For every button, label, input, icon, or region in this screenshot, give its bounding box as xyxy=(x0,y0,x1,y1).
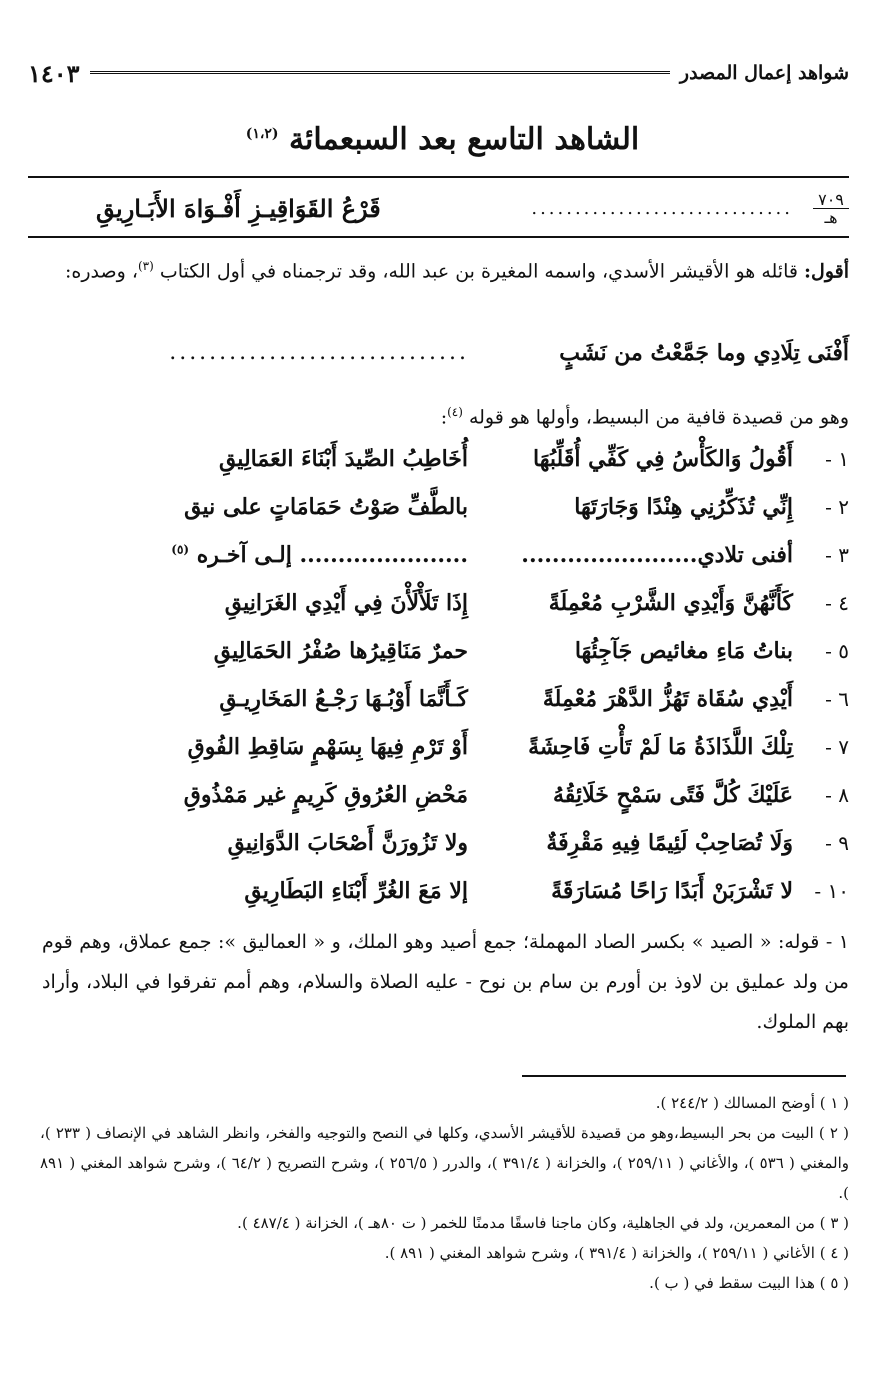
poem-line xyxy=(100,675,849,723)
poem-line-number: ٤ - xyxy=(825,591,849,615)
witness-verse-head xyxy=(28,186,849,230)
poem-first-hemistich: أَيْدِي سُقَاة تَهُزُّ الدَّهْرَ مُعْمِلَةً xyxy=(542,686,793,712)
witness-number xyxy=(813,191,849,226)
poem-first-hemistich: عَلَيْكَ كُلَّ فَتًى سَمْحٍ خَلَائِقُهُ xyxy=(553,782,793,808)
poem-second-hemistich: بالطَّفِّ صَوْتُ حَمَامَاتٍ على نيق xyxy=(184,494,468,520)
verse-head-rule xyxy=(28,236,849,238)
footnote-rule xyxy=(522,1075,846,1077)
poem-line-number: ٣ - xyxy=(825,543,849,567)
poem-second-hemistich: أُخَاطِبُ الصِّيدَ أَبْنَاءَ العَمَالِيقِ xyxy=(218,446,468,472)
poem-second-hemistich: إِذَا تَلَأْلَأْنَ فِي أَيْدِي الغَرَانِيقِ xyxy=(224,590,468,616)
poem-first-hemistich: تِلْكَ اللَّذَاذَةُ مَا لَمْ تَأْتِ فَاحِشَةً xyxy=(528,734,793,760)
witness-number-value: ٧٠٩ xyxy=(818,189,844,209)
poem-first-hemistich: بناتُ مَاءِ مغائيص جَآجِئُهَا xyxy=(574,638,793,664)
poem-intro-text: وهو من قصيدة قافية من البسيط، وأولها هو قوله xyxy=(462,406,849,429)
header-rule xyxy=(90,71,670,76)
witness-dots: .............................. xyxy=(531,197,793,219)
running-header xyxy=(28,58,849,88)
intro-note: (٣) xyxy=(137,259,154,273)
footnote: ( ٢ ) البيت من بحر البسيط،وهو من قصيدة للأقيشر الأسدي، وكلها في النصح والتوجيه والفخر، وانظر الشاهد في الإنصاف ( ٢٣٣ )، والمغني ( ٥٣٦ )، والأغاني ( ٢٥٩/١١ )، والخزانة ( ٣٩١/٤ )، والدرر ( ٢٥٦/٥ )، وشرح التصريح ( ٦٤/٢ )، وشرح شواهد المغني ( ٨٩١ ). xyxy=(40,1124,849,1202)
poem-second-hemistich xyxy=(100,542,468,568)
poem-intro-note: (٤) xyxy=(447,405,463,419)
poem-line-number: ١٠ - xyxy=(814,879,849,903)
page-number: ١٤٠٣ xyxy=(28,58,80,88)
poem-line xyxy=(100,483,849,531)
poem-line-note: (٥) xyxy=(171,542,190,557)
sadr-dots: .............................. xyxy=(169,340,469,365)
poem-line xyxy=(100,819,849,867)
poem-second-hemistich: كَـأَنَّمَا أَوْبُـهَا رَجْـعُ المَخَارِيـقِ xyxy=(219,686,468,712)
poem-line-number: ١ - xyxy=(825,447,849,471)
intro-text: قائله هو الأقيشر الأسدي، واسمه المغيرة بن عبد الله، وقد ترجمناه في أول الكتاب xyxy=(153,260,804,283)
poem-line xyxy=(100,867,849,915)
intro-tail: ، وصدره: xyxy=(64,260,138,283)
poem-line xyxy=(100,531,849,579)
poem-first-hemistich: إِنِّي تُذَكِّرُنِي هِنْدًا وَجَارَتَهَا xyxy=(574,494,793,520)
sadr-hemistich: أَفْنَى تِلَادِي وما جَمَّعْتُ من نَشَبٍ xyxy=(559,340,849,366)
intro-paragraph xyxy=(42,246,849,291)
poem-second-hemistich-text: ...................... إلـى آخـره xyxy=(196,542,468,568)
intro-lead: أقول: xyxy=(804,260,849,283)
poem-line-number: ٧ - xyxy=(825,735,849,759)
witness-hemistich: قَرْعُ القَوَاقِيـزِ أَفْـوَاهَ الأَبَـارِيقِ xyxy=(96,193,381,223)
poem-first-hemistich: وَلَا تُصَاحِبْ لَئِيمًا فِيهِ مَقْرِفَةٌ xyxy=(546,830,793,856)
footnote: ( ١ ) أوضح المسالك ( ٢٤٤/٢ ). xyxy=(655,1094,849,1112)
poem-second-hemistich: حمرٌ مَنَاقِيرُها صُفْرُ الحَمَالِيقِ xyxy=(213,638,468,664)
footnote: ( ٤ ) الأغاني ( ٢٥٩/١١ )، والخزانة ( ٣٩١/٤ )، وشرح شواهد المغني ( ٨٩١ ). xyxy=(384,1244,849,1262)
poem-line-number: ٩ - xyxy=(825,831,849,855)
poem-line-number: ٨ - xyxy=(825,783,849,807)
poem-line xyxy=(100,435,849,483)
section-title xyxy=(0,122,885,157)
poem-second-hemistich: إلا مَعَ الغُرِّ أَبْنَاءِ البَطَارِيقِ xyxy=(244,878,468,904)
footnote: ( ٥ ) هذا البيت سقط في ( ب ). xyxy=(649,1274,849,1292)
poem-line-number: ٦ - xyxy=(825,687,849,711)
poem-line-number: ٢ - xyxy=(825,495,849,519)
commentary-paragraph: ١ - قوله: « الصيد » بكسر الصاد المهملة؛ جمع أصيد وهو الملك، و « العماليق »: جمع عملاق، وهم قوم من ولد عمليق بن لاوذ بن أورم بن سام بن نوح - عليه الصلاة والسلام، وهم أمم تفرقوا في البلاد، وأراد بهم الملوك. xyxy=(42,931,849,1033)
witness-number-sub: هـ xyxy=(813,208,849,226)
running-title: شواهد إعمال المصدر xyxy=(679,62,849,84)
poem-line xyxy=(100,579,849,627)
poem-intro-tail: : xyxy=(440,406,448,429)
poem-first-hemistich: أفنى تلادي....................... xyxy=(521,542,793,568)
section-title-text: الشاهد التاسع بعد السبعمائة xyxy=(288,122,640,157)
footnote: ( ٣ ) من المعمرين، ولد في الجاهلية، وكان ماجنا فاسقًا مدمنًا للخمر ( ت ٨٠هـ )، الخزانة ( ٤٨٧/٤ ). xyxy=(237,1214,849,1232)
poem-first-hemistich: لا تَشْرَبَنْ أَبَدًا رَاحًا مُسَارَقَةً xyxy=(551,878,793,904)
poem-line xyxy=(100,723,849,771)
poem-second-hemistich: أَوْ تَرْمِ فِيهَا بِسَهْمٍ سَاقِطِ الفُوقِ xyxy=(187,734,468,760)
poem-second-hemistich: مَحْضِ العُرُوقِ كَرِيمٍ غير مَمْذُوقِ xyxy=(183,782,468,808)
poem-intro xyxy=(42,392,849,437)
poem xyxy=(100,435,849,915)
poem-second-hemistich: ولا تَزُورَنَّ أَصْحَابَ الدَّوَانِيقِ xyxy=(227,830,468,856)
poem-line xyxy=(100,771,849,819)
section-title-note: (١،٢) xyxy=(245,126,279,142)
title-rule xyxy=(28,176,849,178)
poem-line xyxy=(100,627,849,675)
poem-line-number: ٥ - xyxy=(825,639,849,663)
footnotes xyxy=(40,1088,849,1298)
sadr-line xyxy=(108,340,849,366)
poem-first-hemistich: كَأَنَّهُنَّ وَأَيْدِي الشَّرْبِ مُعْمِلَةً xyxy=(548,590,793,616)
poem-first-hemistich: أَقُولُ وَالكَأْسُ فِي كَفِّي أُقَلِّبُهَا xyxy=(533,446,793,472)
